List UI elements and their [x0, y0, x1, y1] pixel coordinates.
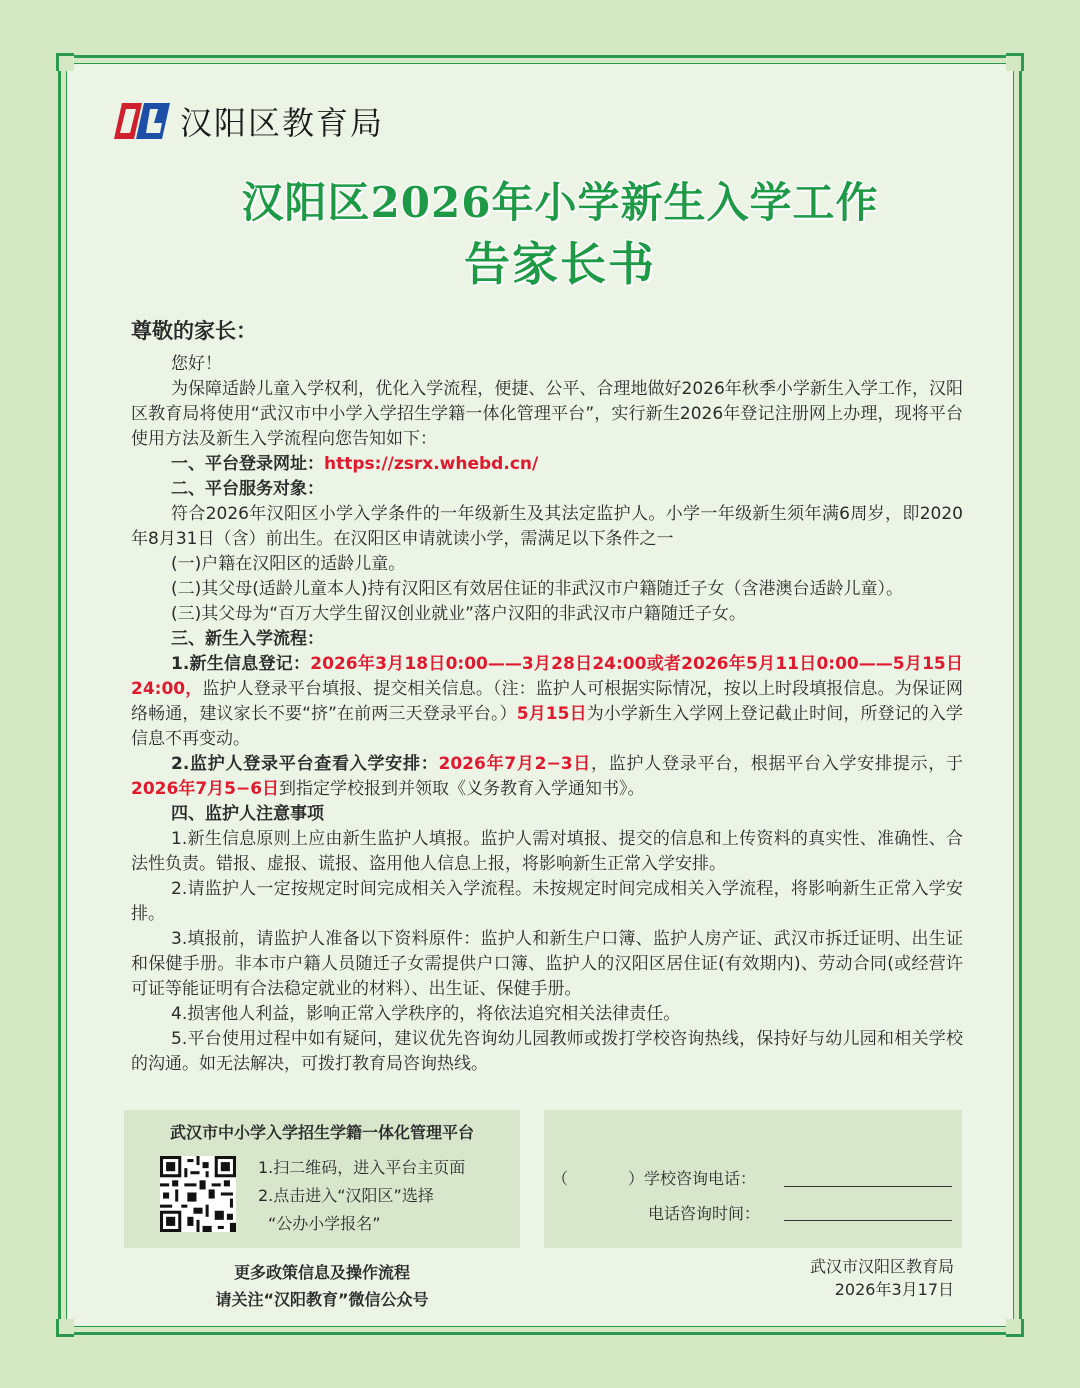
contact-box: [544, 1110, 962, 1248]
school-phone-label: ）学校咨询电话：: [628, 1169, 757, 1188]
registration-period: 2026年3月18日0:00——3月28日24:00或者2026年5月11日0:00——5月15日24:00，: [131, 654, 963, 699]
bureau-name: 汉阳区教育局: [180, 104, 385, 142]
greeting: 尊敬的家长：: [131, 319, 257, 343]
page-title: 汉阳区2026年小学新生入学工作: [241, 178, 879, 227]
notice-item: 1.新生信息原则上应由新生监护人填报。监护人需对填报、提交的信息和上传资料的真实性、准确性、合法性负责。错报、虚报、谎报、盗用他人信息上报，将影响新生正常入学安排。: [131, 829, 963, 874]
step-label: 1.新生信息登记：: [171, 654, 311, 674]
notice-item: 4.损害他人利益，影响正常入学秩序的，将依法追究相关法律责任。: [171, 1004, 681, 1024]
report-date: 2026年7月5−6日: [131, 779, 280, 799]
step-text: 为小学新生入学网上登记截止时间，所登记的入学信息不再变动。: [131, 704, 963, 749]
notice-item: 5.平台使用过程中如有疑问，建议优先咨询幼儿园教师或拨打学校咨询热线，保持好与幼儿园和相关学校的沟通。如无法解决，可拨打教育局咨询热线。: [131, 1029, 963, 1074]
section-platform-url: [131, 452, 963, 477]
arrangement-date: 2026年7月2−3日: [438, 754, 592, 774]
qr-step: “公办小学报名”: [268, 1214, 381, 1233]
eligibility-paragraph: 符合2026年汉阳区小学入学条件的一年级新生及其法定监护人。小学一年级新生须年满6周岁，即2020年8月31日（含）前出生。在汉阳区申请就读小学，需满足以下条件之一: [131, 504, 963, 549]
registration-deadline: 5月15日: [516, 704, 587, 724]
letter-body: [131, 314, 963, 1077]
follow-line: 请关注“汉阳教育”微信公众号: [215, 1290, 429, 1309]
consult-time-blank[interactable]: [784, 1220, 952, 1221]
qr-steps: [258, 1154, 465, 1238]
qr-step: 1.扫二维码，进入平台主页面: [258, 1158, 466, 1177]
notice-item: 3.填报前，请监护人准备以下资料原件：监护人和新生户口簿、监护人房产证、武汉市拆迁证明、出生证和保健手册。非本市户籍人员随迁子女需提供户口簿、监护人的汉阳区居住证(有效期内)、劳动合同(或经营许可证等能证明有合法稳定就业的材料）、出生证、保健手册。: [131, 929, 963, 999]
signature-date: 2026年3月17日: [834, 1280, 954, 1299]
corner-ornament: [56, 1319, 74, 1337]
corner-ornament: [1006, 1319, 1024, 1337]
corner-ornament: [1006, 53, 1024, 71]
step-text: ，监护人登录平台，根据平台入学安排提示，于: [591, 754, 964, 774]
qr-code-icon[interactable]: [160, 1156, 236, 1232]
corner-ornament: [56, 53, 74, 71]
school-phone-blank[interactable]: [784, 1186, 952, 1187]
paren-open: （: [552, 1169, 569, 1188]
intro-paragraph: 为保障适龄儿童入学权利，优化入学流程，便捷、公平、合理地做好2026年秋季小学新生入学工作，汉阳区教育局将使用“武汉市中小学入学招生学籍一体化管理平台”，实行新生2026年登记注册网上办理，现将平台使用方法及新生入学流程向您告知如下：: [131, 379, 963, 449]
page-subtitle: 告家长书: [464, 237, 656, 291]
section-heading: 三、新生入学流程：: [171, 629, 324, 649]
section-heading: 四、监护人注意事项: [171, 804, 324, 824]
qr-step: 2.点击进入“汉阳区”选择: [258, 1186, 434, 1205]
step-text: 监护人登录平台填报、提交相关信息。（注：监护人可根据实际情况，按以上时段填报信息。为保证网络畅通，建议家长不要“挤”在前两三天登录平台。）: [131, 679, 963, 724]
bureau-logo: [112, 98, 384, 144]
platform-qr-box: [124, 1110, 520, 1248]
bureau-logo-icon: [112, 99, 174, 143]
section-heading: 一、平台登录网址：: [171, 454, 324, 474]
notice-item: 2.请监护人一定按规定时间完成相关入学流程。未按规定时间完成相关入学流程，将影响新生正常入学安排。: [131, 879, 963, 924]
step-text: 到指定学校报到并领取《义务教育入学通知书》。: [279, 779, 645, 799]
platform-url-link[interactable]: https://zsrx.whebd.cn/: [324, 454, 539, 474]
hello-line: 您好！: [171, 354, 222, 374]
step-label: 2.监护人登录平台查看入学安排：: [171, 754, 439, 774]
signature-org: 武汉市汉阳区教育局: [809, 1257, 954, 1276]
condition-item: (二)其父母(适龄儿童本人)持有汉阳区有效居住证的非武汉市户籍随迁子女（含港澳台适龄儿童）。: [171, 579, 904, 599]
consult-time-label: 电话咨询时间：: [648, 1204, 761, 1223]
section-heading: 二、平台服务对象：: [171, 479, 324, 499]
step-arrangement: [131, 752, 963, 802]
qr-box-title: 武汉市中小学入学招生学籍一体化管理平台: [169, 1123, 474, 1142]
condition-item: (三)其父母为“百万大学生留汉创业就业”落户汉阳的非武汉市户籍随迁子女。: [171, 604, 746, 624]
step-registration: [131, 652, 963, 752]
condition-item: (一)户籍在汉阳区的适龄儿童。: [171, 554, 406, 574]
follow-line: 更多政策信息及操作流程: [233, 1263, 410, 1282]
